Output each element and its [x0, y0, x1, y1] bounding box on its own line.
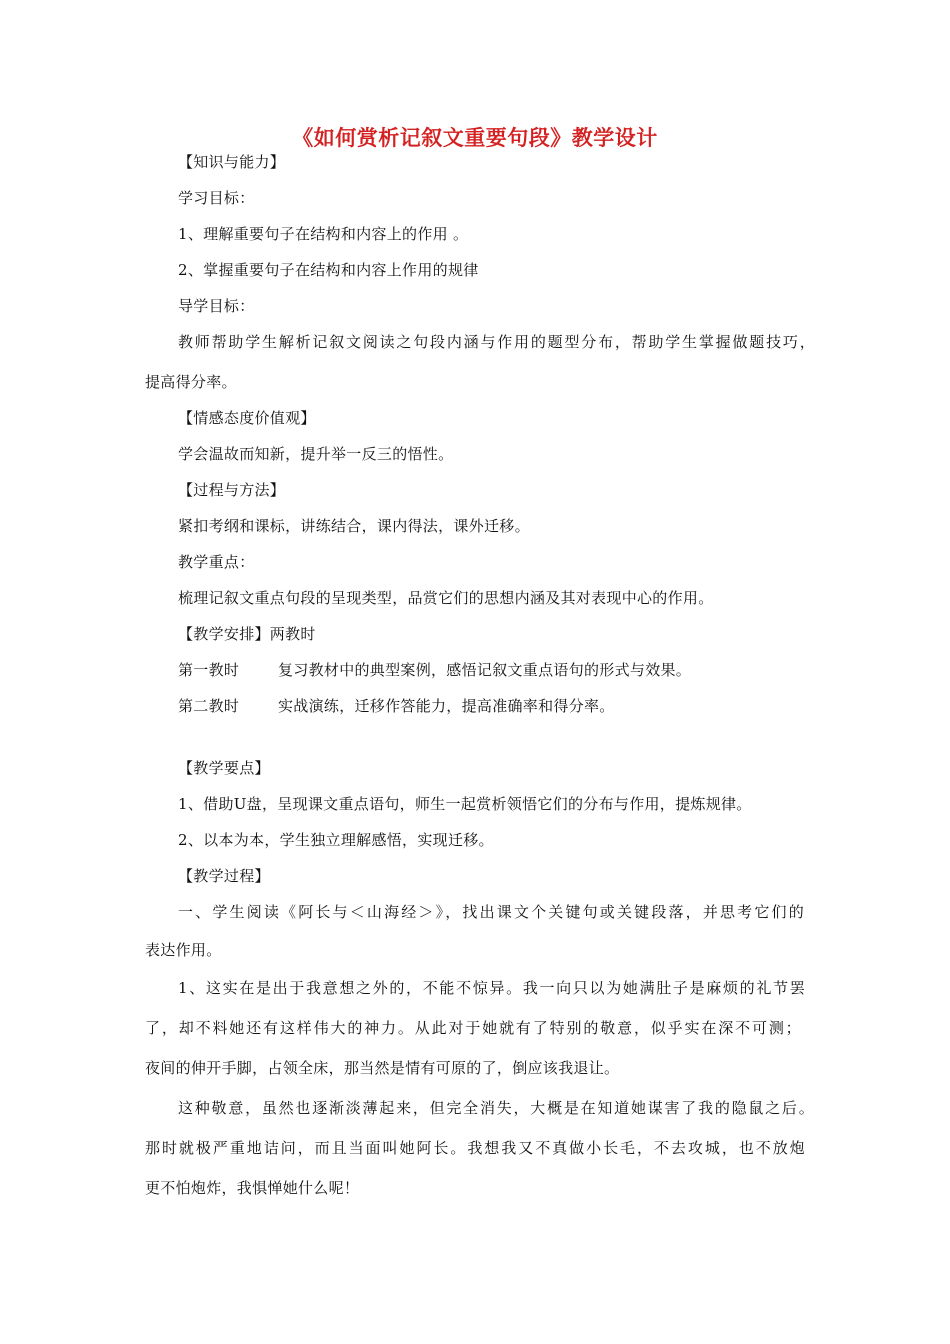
paragraph-quote-2-line-3: 更不怕炮炸，我惧惮她什么呢！ [145, 1179, 360, 1197]
section-heading-teaching-points: 【教学要点】 [178, 759, 270, 777]
paragraph-key-points: 梳理记叙文重点句段的呈现类型，品赏它们的思想内涵及其对表现中心的作用。 [178, 589, 714, 607]
paragraph-process: 紧扣考纲和课标，讲练结合，课内得法，课外迁移。 [178, 517, 530, 535]
paragraph-guide-goals-line-1: 教师帮助学生解析记叙文阅读之句段内涵与作用的题型分布，帮助学生掌握做题技巧， [178, 333, 815, 351]
paragraph-key-points-label: 教学重点： [178, 553, 255, 571]
schedule-lesson-content: 复习教材中的典型案例，感悟记叙文重点语句的形式与效果。 [278, 661, 692, 679]
schedule-lesson-name: 第二教时 [178, 697, 240, 715]
paragraph-step-1-line-1: 一、学生阅读《阿长与＜山海经＞》，找出课文个关键句或关键段落，并思考它们的 [178, 903, 804, 921]
schedule-row-2 [178, 696, 615, 716]
section-heading-process: 【过程与方法】 [178, 481, 286, 499]
section-heading-knowledge: 【知识与能力】 [178, 153, 286, 171]
section-heading-attitude: 【情感态度价值观】 [178, 409, 316, 427]
paragraph-attitude: 学会温故而知新，提升举一反三的悟性。 [178, 445, 454, 463]
paragraph-quote-1-line-3: 夜间的伸开手脚，占领全床，那当然是情有可原的了，倒应该我退让。 [145, 1059, 620, 1077]
section-heading-schedule: 【教学安排】两教时 [178, 625, 316, 643]
paragraph-step-1-line-2: 表达作用。 [145, 941, 222, 959]
paragraph-learning-goals-label: 学习目标： [178, 189, 255, 207]
schedule-lesson-content: 实战演练，迁移作答能力，提高准确率和得分率。 [278, 697, 615, 715]
paragraph-quote-1-line-1: 1、这实在是出于我意想之外的，不能不惊异。我一向只以为她满肚子是麻烦的礼节罢 [178, 979, 805, 997]
paragraph-quote-2-line-1: 这种敬意，虽然也逐渐淡薄起来，但完全消失，大概是在知道她谋害了我的隐鼠之后。 [178, 1099, 814, 1117]
paragraph-guide-goals-line-2: 提高得分率。 [145, 373, 237, 391]
paragraph-quote-2-line-2: 那时就极严重地诘问，而且当面叫她阿长。我想我又不真做小长毛，不去攻城，也不放炮 [145, 1139, 805, 1157]
paragraph-guide-goals-label: 导学目标： [178, 297, 255, 315]
paragraph-goal-2: 2、掌握重要句子在结构和内容上作用的规律 [178, 261, 479, 279]
paragraph-teaching-point-2: 2、以本为本，学生独立理解感悟，实现迁移。 [178, 831, 494, 849]
document-title: 《如何赏析记叙文重要句段》教学设计 [292, 125, 658, 150]
paragraph-goal-1: 1、理解重要句子在结构和内容上的作用 。 [178, 225, 469, 243]
paragraph-quote-1-line-2: 了，却不料她还有这样伟大的神力。从此对于她就有了特别的敬意，似乎实在深不可测； [145, 1019, 801, 1037]
paragraph-teaching-point-1: 1、借助U盘，呈现课文重点语句，师生一起赏析领悟它们的分布与作用，提炼规律。 [178, 795, 752, 813]
schedule-row-1 [178, 660, 691, 680]
schedule-lesson-name: 第一教时 [178, 661, 240, 679]
section-heading-teaching-process: 【教学过程】 [178, 867, 270, 885]
